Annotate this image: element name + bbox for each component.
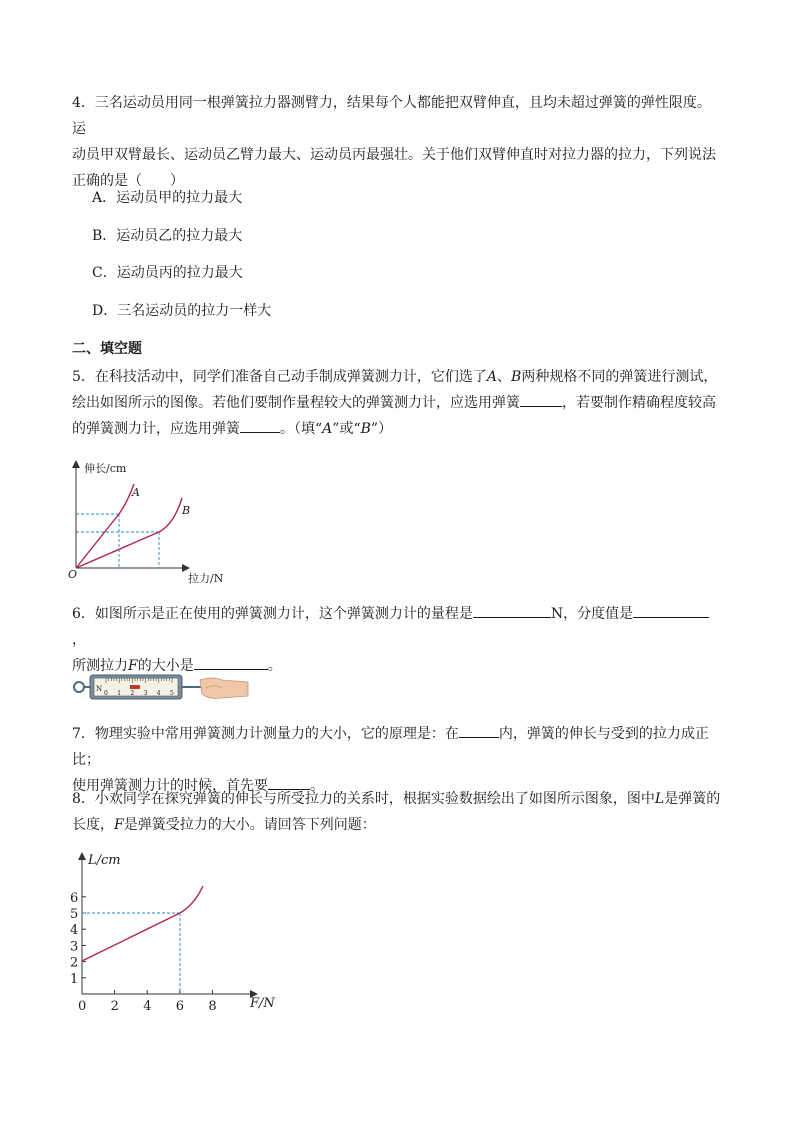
q8-y-tick-label: 6 [70,890,79,906]
q5-line-2: 绘出如图所示的图像。若他们要制作量程较大的弹簧测力计，应选用弹簧 ，若要制作精确程度较高 [72,390,722,416]
scale-tick-label: 5 [170,690,174,697]
q8-x-tick-label: 0 [78,999,87,1014]
q5-y-axis-label: 伸长/cm [84,462,127,475]
scale-unit-label: N [96,685,103,693]
q8-x-tick-label: 2 [110,999,119,1014]
q8-x-tick-label: 6 [175,999,185,1014]
q6-blank-range[interactable] [473,601,551,618]
q7-blank-1[interactable] [459,721,499,738]
scale-tick-label: 0 [104,690,108,697]
q8-axis-ticks [82,897,212,994]
q4-line-2: 动员甲双臂最长、运动员乙臂力最大、运动员丙最强壮。关于他们双臂伸直时对拉力器的拉力，下列说法 [72,147,716,163]
scale-tick-label: 3 [143,690,148,697]
q8-y-tick-label: 3 [70,939,79,955]
q4-option-b[interactable]: B．运动员乙的拉力最大 [92,228,243,244]
question-5 [72,364,722,442]
q8-x-axis-label: F/N [250,996,275,1011]
scale-pointer [130,685,140,689]
question-8 [72,786,722,838]
q8-line-1: 8．小欢同学在探究弹簧的伸长与所受拉力的关系时，根据实验数据绘出了如图所示图象，图中L是弹簧的 [72,791,721,807]
q4-option-c[interactable]: C．运动员丙的拉力最大 [92,265,243,281]
q8-x-tick-labels [78,999,217,1014]
q5-line-1: 5．在科技活动中，同学们准备自己动手制成弹簧测力计，它们选了A、B两种规格不同的弹簧进行测试， [72,369,718,385]
q5-blank-2[interactable] [240,416,280,433]
q8-y-tick-labels [70,891,78,987]
hand-icon [200,678,248,699]
q8-y-tick-label: 2 [70,955,79,971]
question-4 [72,90,722,194]
q4-option-d[interactable]: D．三名运动员的拉力一样大 [92,303,272,319]
scale-tick-label: 2 [130,690,135,697]
q8-y-tick-label: 5 [70,907,79,922]
q6-spring-scale-image [72,670,250,706]
q7-line-2: 使用弹簧测力计的时候，首先要 。 [72,773,722,799]
q8-x-tick-label: 4 [143,999,152,1014]
q5-origin-label: O [68,568,78,581]
q5-x-axis-label: 拉力/N [188,572,224,585]
q8-y-tick-label: 4 [70,923,79,939]
q5-curve-b-label: B [182,504,191,517]
q6-line-2: 所测拉力F的大小是 。 [72,653,722,679]
scale-hook-ring [74,682,84,692]
section-fill-in-heading: 二、填空题 [72,341,142,357]
q5-graph [66,456,236,588]
q5-blank-1[interactable] [520,390,562,407]
q4-line-3: 正确的是（ ） [72,173,184,189]
q5-curve-b [76,498,182,568]
scale-tick-label: 4 [156,690,161,697]
question-6 [72,601,722,679]
q8-x-tick-label: 8 [208,999,217,1014]
q5-curve-a-label: A [132,486,140,499]
q6-line-1: 6．如图所示是正在使用的弹簧测力计，这个弹簧测力计的量程是 N，分度值是， [72,601,722,653]
q8-y-tick-label: 1 [70,971,79,987]
scale-tick-label: 1 [117,690,122,697]
q6-blank-division[interactable] [633,601,709,618]
q5-line-3: 的弹簧测力计，应选用弹簧 。（填“A”或“B”） [72,416,722,442]
q6-blank-force[interactable] [194,653,268,670]
q8-curve [82,886,203,961]
q8-graph [66,850,286,1015]
q7-line-1: 7．物理实验中常用弹簧测力计测量力的大小，它的原理是：在 内，弹簧的伸长与受到的拉力成正比； [72,721,722,773]
q4-line-1: 4．三名运动员用同一根弹簧拉力器测臂力，结果每个人都能把双臂伸直，且均未超过弹簧的弹性限度。运 [72,95,711,137]
q8-y-axis-label: L/cm [88,853,121,868]
q8-line-2: 长度，F是弹簧受拉力的大小。请回答下列问题： [72,817,376,833]
q4-option-a[interactable]: A．运动员甲的拉力最大 [92,190,243,206]
